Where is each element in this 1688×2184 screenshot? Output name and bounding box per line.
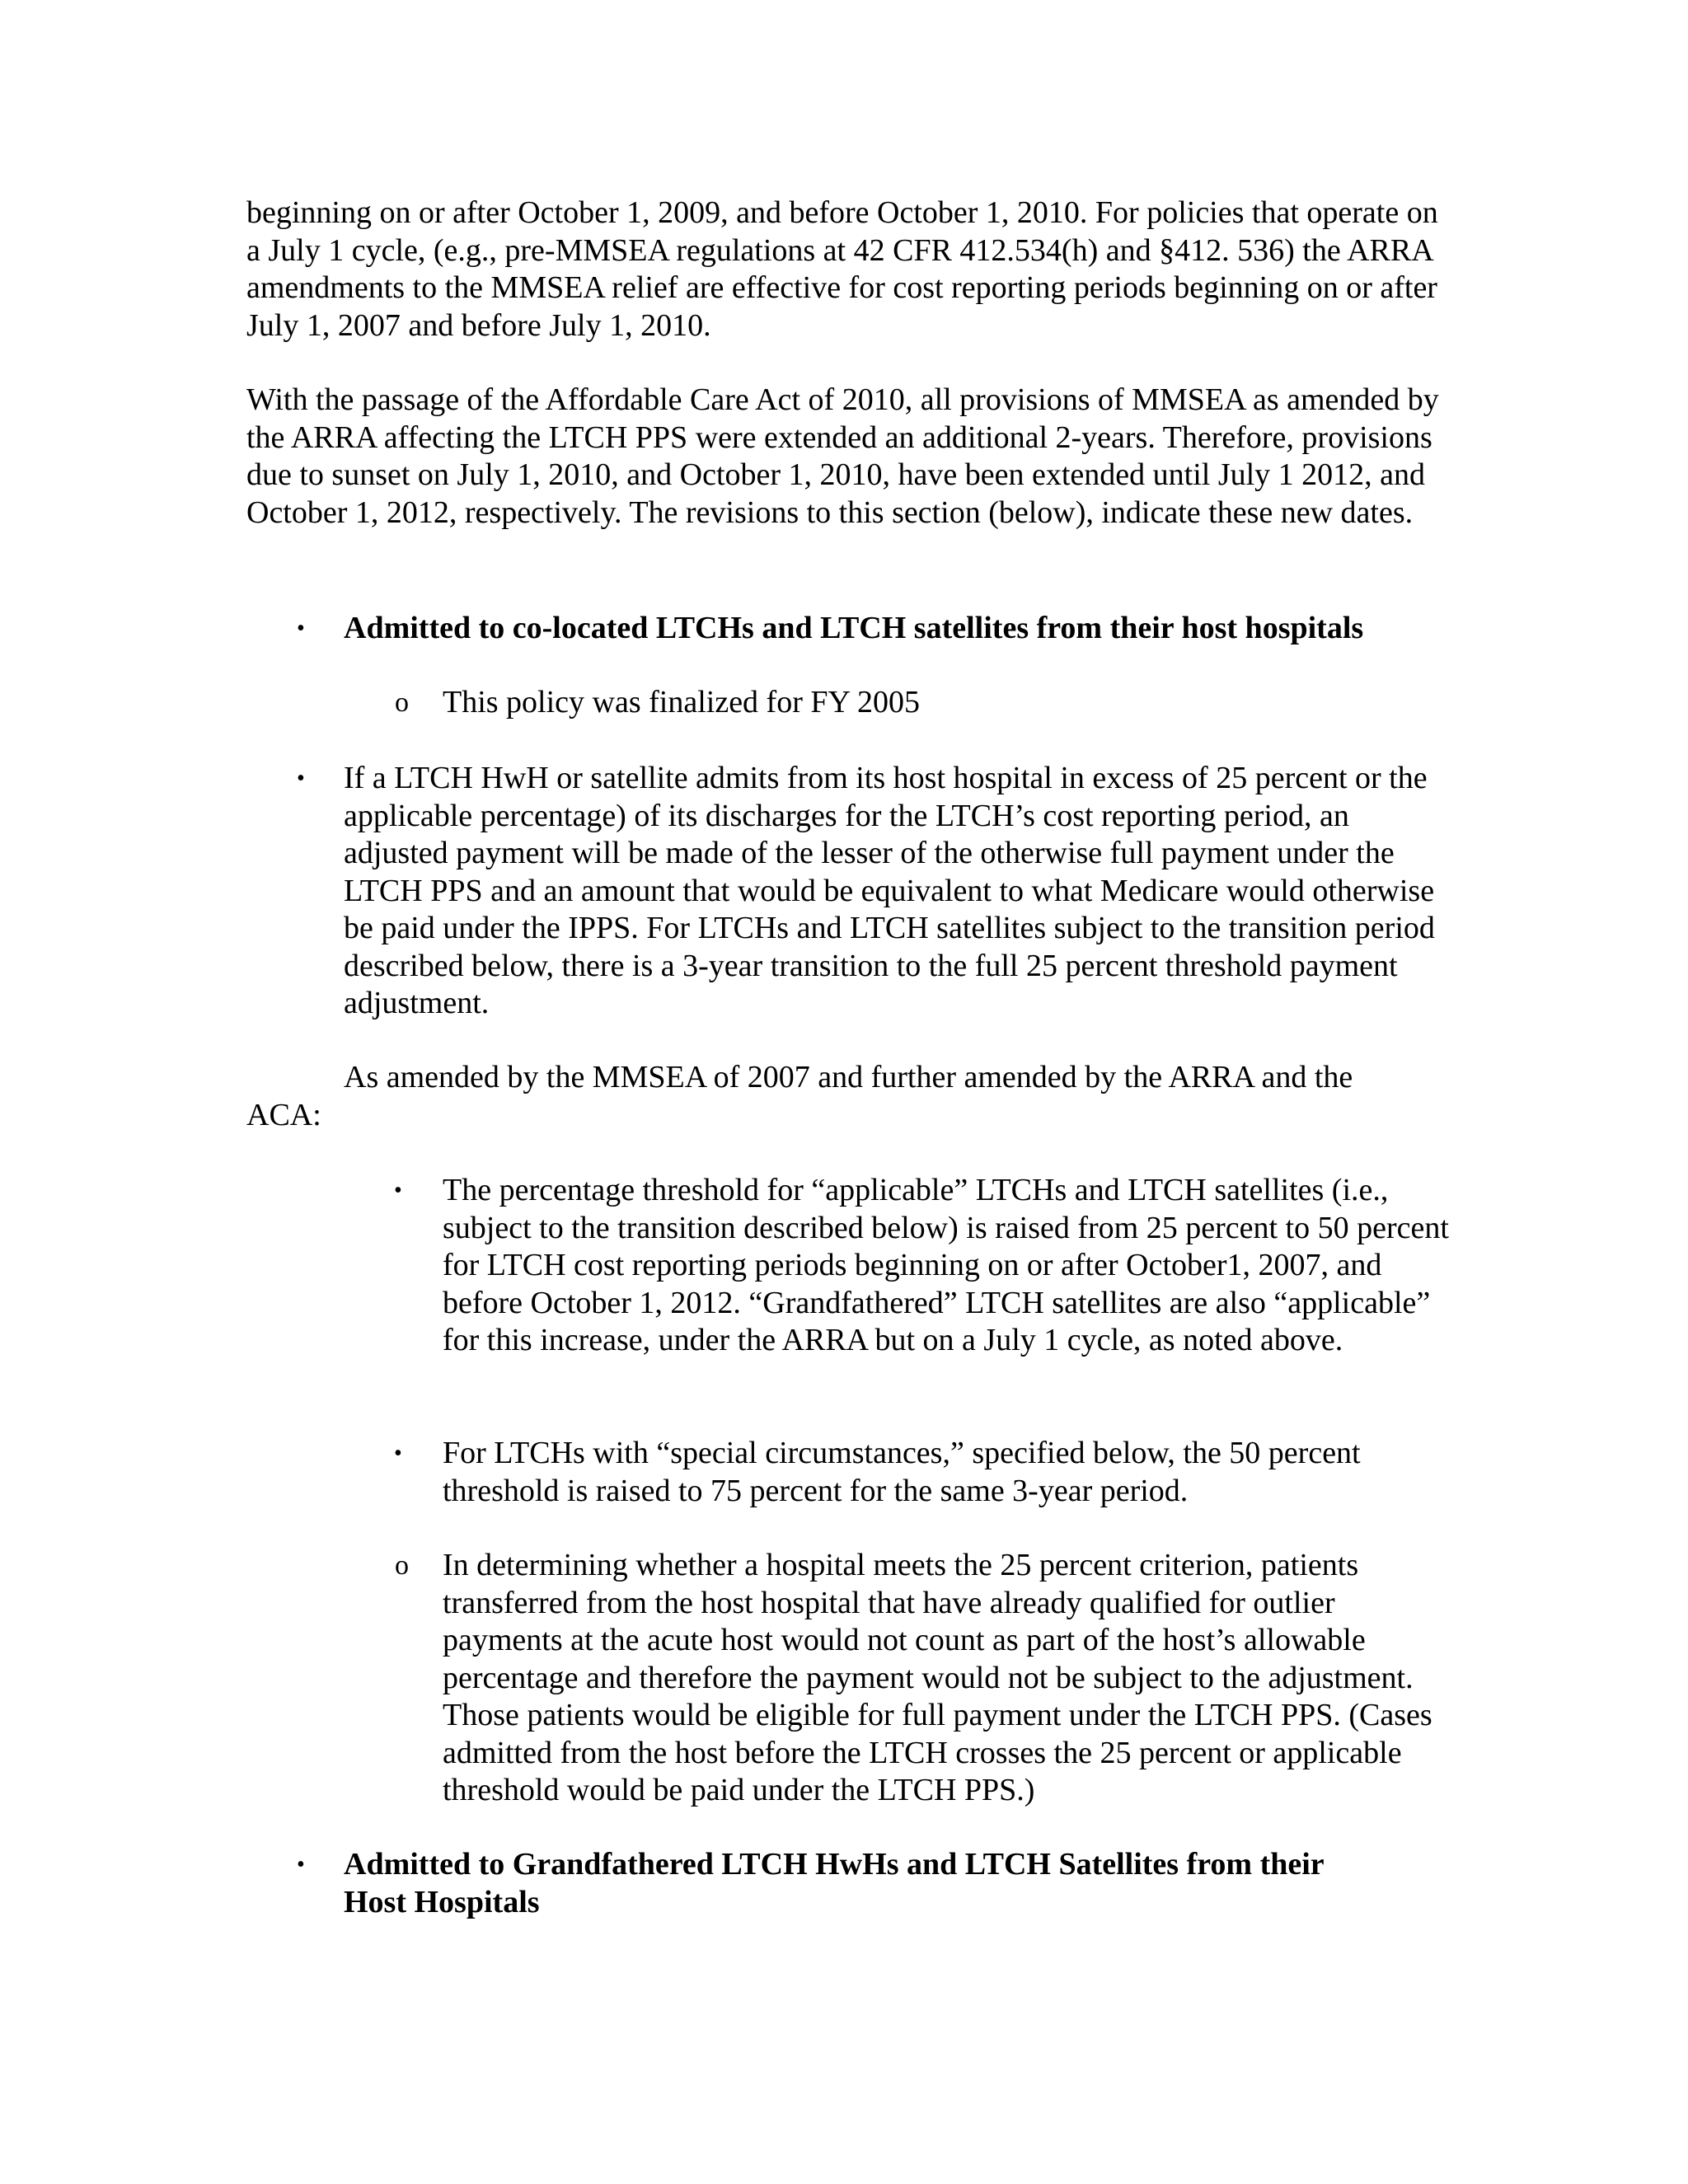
bullet-threshold-adjustment: If a LTCH HwH or satellite admits from its host hospital in excess of 25 percent or the applicable percentage) of its discharges for the LTCH’s cost reporting period, an adjusted payment will be made of the lesser of the otherwise full payment under the LTCH PPS and an amount that would be equivalent to what Medicare would otherwise be paid under the IPPS. For LTCHs and LTCH satellites subject to the transition period described below, there is a 3-year transition to the full 25 percent threshold payment adjustment. [344, 761, 1435, 1020]
bullet-icon: • [394, 1441, 402, 1466]
bullet-icon: • [297, 1852, 305, 1877]
nested-item-special-circumstances: For LTCHs with “special circumstances,” specified below, the 50 percent threshold is raised to 75 percent for the same 3-year period. [443, 1436, 1361, 1508]
paragraph-arra-dates: beginning on or after October 1, 2009, and before October 1, 2010. For policies that operate on a July 1 cycle, (e.g., pre-MMSEA regulations at 42 CFR 412.534(h) and §412. 536) the ARRA amendments to the MMSEA relief are effective for cost reporting periods beginning on or after July 1, 2007 and before July 1, 2010. [246, 195, 1438, 343]
amended-intro-aca: ACA: [246, 1098, 321, 1132]
bullet-icon: • [394, 1178, 402, 1203]
circle-bullet-icon: o [395, 687, 409, 718]
bullet-icon: • [297, 766, 305, 791]
heading-co-located-ltchs: Admitted to co-located LTCHs and LTCH satellites from their host hospitals [344, 611, 1364, 645]
circle-bullet-icon: o [395, 1550, 409, 1581]
heading-grandfathered-ltch-line2: Host Hospitals [344, 1885, 540, 1919]
heading-grandfathered-ltch-line1: Admitted to Grandfathered LTCH HwHs and LTCH Satellites from their [344, 1847, 1325, 1882]
amended-intro: As amended by the MMSEA of 2007 and further amended by the ARRA and the [344, 1060, 1353, 1094]
sub-item-fy2005: This policy was finalized for FY 2005 [443, 685, 921, 719]
nested-item-outlier-patients: In determining whether a hospital meets the 25 percent criterion, patients transferred from the host hospital that have already qualified for outlier payments at the acute host would not count as part of the host’s allowable percentage and therefore the payment would not be subject to the adjustment. Those patients would be eligible for full payment under the LTCH PPS. (Cases admitted from the host before the LTCH crosses the 25 percent or applicable threshold would be paid under the LTCH PPS.) [443, 1548, 1432, 1807]
paragraph-aca-extension: With the passage of the Affordable Care Act of 2010, all provisions of MMSEA as amended by the ARRA affecting the LTCH PPS were extended an additional 2-years. Therefore, provisions due to sunset on July 1, 2010, and October 1, 2010, have been extended until July 1 2012, and October 1, 2012, respectively. The revisions to this section (below), indicate these new dates. [246, 382, 1439, 530]
nested-item-percentage-threshold: The percentage threshold for “applicable” LTCHs and LTCH satellites (i.e., subject to the transition described below) is raised from 25 percent to 50 percent for LTCH cost reporting periods beginning on or after October1, 2007, and before October 1, 2012. “Grandfathered” LTCH satellites are also “applicable” for this increase, under the ARRA but on a July 1 cycle, as noted above. [443, 1173, 1449, 1357]
bullet-icon: • [297, 616, 305, 641]
